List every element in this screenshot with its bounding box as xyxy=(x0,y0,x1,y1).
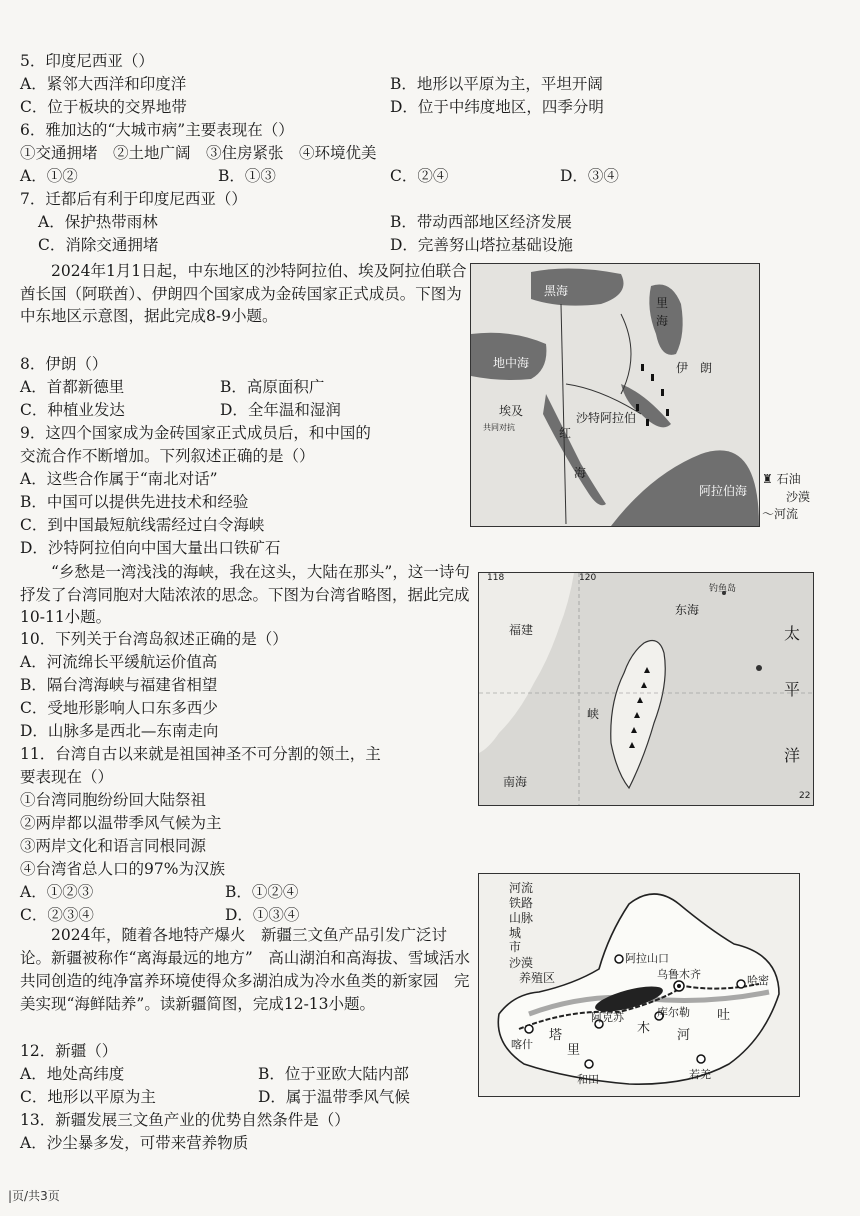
label-small-text: 共同对抗 xyxy=(483,423,515,432)
q11-item-4: ④台湾省总人口的97%为汉族 xyxy=(20,860,225,878)
legend-river: 〜河流 xyxy=(762,507,799,521)
label-lon-120: 120 xyxy=(579,573,597,583)
label-hetian: 和田 xyxy=(577,1073,599,1086)
q9-option-c: C．到中国最短航线需经过白令海峡 xyxy=(20,516,265,534)
q7-option-c: C．消除交通拥堵 xyxy=(38,236,159,254)
q13-stem: 13．新疆发展三文鱼产业的优势自然条件是（） xyxy=(20,1111,350,1129)
legend-farm: 养殖区 xyxy=(519,971,556,985)
q6-option-a: A．①② xyxy=(20,167,78,185)
q9-option-b: B．中国可以提供先进技术和经验 xyxy=(20,493,249,511)
q5-stem: 5．印度尼西亚（） xyxy=(20,52,154,70)
label-fujian: 福建 xyxy=(509,623,534,637)
q6-items: ①交通拥堵 ②土地广阔 ③住房紧张 ④环境优美 xyxy=(20,144,377,162)
q11-stem-2: 要表现在（） xyxy=(20,768,114,786)
label-ruoqiang: 若羌 xyxy=(689,1068,711,1081)
q12-option-a: A．地处高纬度 xyxy=(20,1065,125,1083)
q7-option-a: A．保护热带雨林 xyxy=(38,213,158,231)
q10-option-b: B．隔台湾海峡与福建省相望 xyxy=(20,676,218,694)
legend-river: 河流 xyxy=(509,881,534,895)
label-he: 河 xyxy=(677,1028,691,1043)
label-caspian-2: 海 xyxy=(656,314,669,328)
q8-option-c: C．种植业发达 xyxy=(20,401,125,419)
q8-option-a: A．首都新德里 xyxy=(20,378,125,396)
q9-stem-2: 交流合作不断增加。下列叙述正确的是（） xyxy=(20,447,315,465)
legend-city-1: 城 xyxy=(509,926,522,940)
q5-option-b: B．地形以平原为主，平坦开阔 xyxy=(390,75,603,93)
label-urumqi: 乌鲁木齐 xyxy=(657,968,701,981)
label-xia: 峡 xyxy=(587,707,600,721)
legend-city-2: 市 xyxy=(509,940,522,954)
q8-stem: 8．伊朗（） xyxy=(20,355,108,373)
label-red-1: 红 xyxy=(559,426,572,440)
label-tai: 太 xyxy=(784,624,801,643)
legend-rail: 铁路 xyxy=(509,896,534,910)
q6-option-c: C．②④ xyxy=(390,167,449,185)
xinjiang-map xyxy=(478,873,800,1097)
river-icon: 〜 xyxy=(762,507,775,521)
q8-option-d: D．全年温和湿润 xyxy=(220,401,341,419)
q5-option-a: A．紧邻大西洋和印度洋 xyxy=(20,75,187,93)
label-red-2: 海 xyxy=(574,466,587,480)
q6-option-d: D．③④ xyxy=(560,167,619,185)
intro-12-13: 2024年，随着各地特产爆火 新疆三文鱼产品引发广泛讨论。新疆被称作“离海最远的地方” 高山湖泊和高海拔、雪域活水共同创造的纯净富养环境使得众多湖泊成为冷水鱼类的新家园 完美实现“海鲜陆养”。读新疆简图，完成12-13小题。 xyxy=(20,926,470,1013)
q11-stem-1: 11．台湾自古以来就是祖国神圣不可分割的领土，主 xyxy=(20,745,381,763)
q9-stem-1: 9．这四个国家成为金砖国家正式成员后，和中国的 xyxy=(20,424,371,442)
q11-item-1: ①台湾同胞纷纷回大陆祭祖 xyxy=(20,791,207,809)
label-akesu: 阿克苏 xyxy=(591,1011,624,1024)
taiwan-map xyxy=(478,572,814,806)
q5-option-c: C．位于板块的交界地带 xyxy=(20,98,187,116)
q10-stem: 10．下列关于台湾岛叙述正确的是（） xyxy=(20,630,288,648)
label-tiny: 钓鱼岛 xyxy=(709,584,737,594)
q10-option-c: C．受地形影响人口东多西少 xyxy=(20,699,218,717)
label-li: 里 xyxy=(567,1043,581,1058)
q11-option-b: B．①②④ xyxy=(225,883,299,901)
label-caspian-1: 里 xyxy=(656,296,669,310)
label-hami: 哈密 xyxy=(747,974,769,987)
oil-icon: ♜ xyxy=(762,472,773,486)
label-ta: 塔 xyxy=(549,1028,563,1043)
legend-desert: 沙漠 xyxy=(509,956,534,970)
label-lat-22: 22 xyxy=(799,791,811,801)
q11-item-2: ②两岸都以温带季风气候为主 xyxy=(20,814,222,832)
q7-stem: 7．迁都后有利于印度尼西亚（） xyxy=(20,190,247,208)
q12-option-d: D．属于温带季风气候 xyxy=(258,1088,410,1106)
page-footer: |页/共3页 xyxy=(8,1189,60,1203)
label-tu: 吐 xyxy=(717,1008,731,1023)
legend-desert: 沙漠 xyxy=(786,490,811,504)
label-yang: 洋 xyxy=(784,746,801,765)
label-black-sea: 黑海 xyxy=(544,284,569,298)
label-iran: 伊 朗 xyxy=(676,361,713,375)
q12-option-b: B．位于亚欧大陆内部 xyxy=(258,1065,409,1083)
q10-option-d: D．山脉多是西北—东南走向 xyxy=(20,722,219,740)
label-mediterranean: 地中海 xyxy=(493,356,530,370)
q13-option-a: A．沙尘暴多发，可带来营养物质 xyxy=(20,1134,249,1152)
q6-option-b: B．①③ xyxy=(218,167,276,185)
q9-option-a: A．这些合作属于“南北对话” xyxy=(20,470,218,488)
middle-east-map xyxy=(470,263,760,527)
label-arabian-sea: 阿拉伯海 xyxy=(699,484,748,498)
q10-option-a: A．河流绵长平缓航运价值高 xyxy=(20,653,218,671)
label-donghai: 东海 xyxy=(675,603,700,617)
q7-option-d: D．完善努山塔拉基础设施 xyxy=(390,236,573,254)
q11-option-c: C．②③④ xyxy=(20,906,94,924)
label-saudi: 沙特阿拉伯 xyxy=(576,411,637,425)
q11-item-3: ③两岸文化和语言同根同源 xyxy=(20,837,207,855)
q6-stem: 6．雅加达的“大城市病”主要表现在（） xyxy=(20,121,294,139)
label-egypt: 埃及 xyxy=(499,404,524,418)
label-kashi: 喀什 xyxy=(511,1038,533,1051)
label-korla: 库尔勒 xyxy=(657,1006,690,1019)
legend-mountain: 山脉 xyxy=(509,911,534,925)
q12-option-c: C．地形以平原为主 xyxy=(20,1088,156,1106)
label-alashankou: 阿拉山口 xyxy=(625,952,669,965)
intro-10-11: “乡愁是一湾浅浅的海峡，我在这头，大陆在那头”，这一诗句抒发了台湾同胞对大陆浓浓的思念。下图为台湾省略图，据此完成10-11小题。 xyxy=(20,563,470,626)
q12-stem: 12．新疆（） xyxy=(20,1042,118,1060)
q5-option-d: D．位于中纬度地区，四季分明 xyxy=(390,98,604,116)
q7-option-b: B．带动西部地区经济发展 xyxy=(390,213,572,231)
label-nanhai: 南海 xyxy=(503,775,528,789)
label-lon-118: 118 xyxy=(487,573,505,583)
intro-8-9: 2024年1月1日起，中东地区的沙特阿拉伯、埃及阿拉伯联合酋长国（阿联酋）、伊朗四个国家成为金砖国家正式成员。下图为中东地区示意图，据此完成8-9小题。 xyxy=(20,262,467,325)
q11-option-d: D．①③④ xyxy=(225,906,300,924)
q8-option-b: B．高原面积广 xyxy=(220,378,325,396)
label-ping: 平 xyxy=(784,680,801,699)
q11-option-a: A．①②③ xyxy=(20,883,94,901)
q9-option-d: D．沙特阿拉伯向中国大量出口铁矿石 xyxy=(20,539,281,557)
label-mu: 木 xyxy=(637,1021,651,1036)
legend-oil: ♜ 石油 xyxy=(762,472,801,486)
